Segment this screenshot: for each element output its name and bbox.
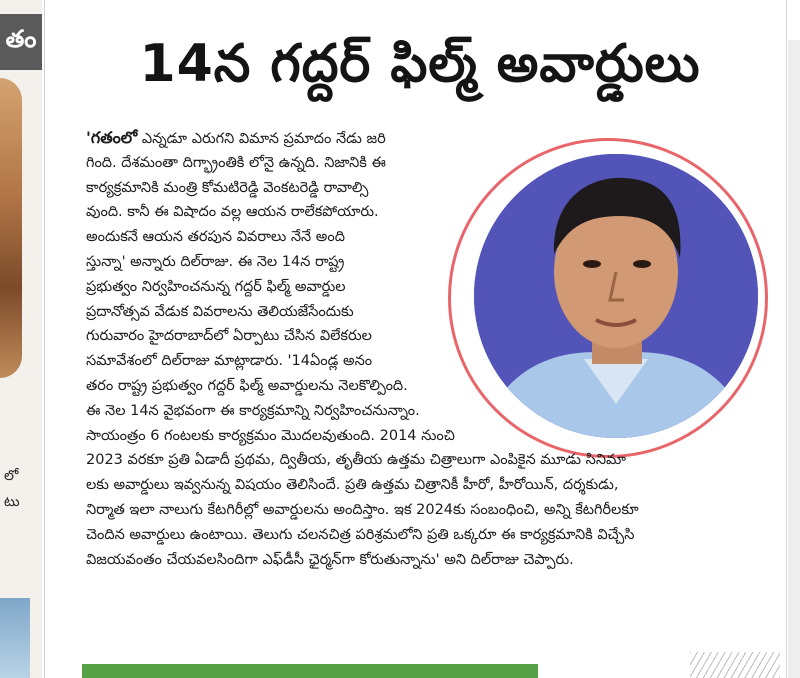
article-line: సమావేశంలో దిల్‌రాజు మాట్లాడారు. '14ఏండ్ల అనం (86, 353, 373, 370)
adjacent-text-fragment: లో (4, 468, 19, 484)
adjacent-photo-fragment (0, 78, 22, 378)
article-body (86, 126, 776, 572)
article-line: చెందిన అవార్డులు ఉంటాయి. తెలుగు చలనచిత్ర పరిశ్రమలోని ప్రతి ఒక్కరూ ఈ కార్యక్రమానికి విచ్చేసి (86, 526, 635, 543)
article-line: ప్రదానోత్సవ వేడుక వివరాలను తెలియజేసేందుకు (86, 303, 354, 320)
article-line: ఈ నెల 14న వైభవంగా ఈ కార్యక్రమాన్ని నిర్వహించనున్నాం. (86, 402, 420, 419)
article-line: 'గతంలో ఎన్నడూ ఎరుగని విమాన ప్రమాదం నేడు జరి (86, 128, 386, 147)
article-headline: 14న గద్దర్ ఫిల్మ్ అవార్డులు (139, 34, 701, 94)
adjacent-text-fragment: టు (4, 494, 20, 510)
article-line: లకు అవార్డులు ఇవ్వనున్న విషయం తెలిసిందే. ప్రతి ఉత్తమ చిత్రానికీ హీరో, హీరోయిన్, దర్శకుడు, (86, 477, 619, 494)
article-line: సాయంత్రం 6 గంటలకు కార్యక్రమం మొదలవుతుంది. 2014 నుంచి (86, 427, 455, 444)
article-line: విజయవంతం చేయవలసిందిగా ఎఫ్‌డీసీ ఛైర్మన్‌గా కోరుతున్నాను' అని దిల్‌రాజు చెప్పారు. (86, 551, 574, 568)
article-line: తరం రాష్ట్ర ప్రభుత్వం గద్దర్ ఫిల్మ్ అవార్డులను నెలకొల్పింది. (86, 377, 408, 394)
article-line: వుంది. కానీ ఈ విషాదం వల్ల ఆయన రాలేకపోయారు. (86, 204, 379, 221)
adjacent-photo-fragment (0, 598, 30, 678)
article-line: ప్రభుత్వం నిర్వహించనున్న గద్దర్ ఫిల్మ్ అవార్డుల (86, 278, 346, 295)
next-article-bar (82, 664, 538, 678)
article-line: స్తున్నా' అన్నారు దిల్‌రాజు. ఈ నెల 14న రాష్ట్ర (86, 253, 345, 270)
article-line: కార్యక్రమానికి మంత్రి కోమటిరెడ్డి వెంకటరెడ్డి రావాల్సి (86, 179, 369, 196)
article-line: గురువారం హైదరాబాద్‌లో ఏర్పాటు చేసిన విలేకరుల (86, 328, 372, 345)
article-line: నిర్మాత ఇలా నాలుగు కేటగిరీల్లో అవార్డులను అందిస్తాం. ఇక 2024కు సంబంధించి, అన్ని కేటగిరీలకూ (86, 501, 639, 518)
article-line: 2023 వరకూ ప్రతి ఏడాదీ ప్రథమ, ద్వితీయ, తృతీయ ఉత్తమ చిత్రాలుగా ఎంపికైన మూడు సినిమా (86, 452, 627, 469)
adjacent-column (788, 40, 800, 678)
column-divider (44, 0, 45, 678)
lead-word: 'గతంలో (86, 128, 138, 147)
section-tab: తం (0, 14, 42, 70)
column-divider (786, 0, 787, 678)
article-line: గింది. దేశమంతా దిగ్భ్రాంతికి లోనై ఉన్నది. నిజానికి ఈ (86, 154, 386, 171)
decorative-hatch (690, 652, 780, 678)
article-line: అందుకనే ఆయన తరపున వివరాలు నేనే అంది (86, 229, 345, 246)
